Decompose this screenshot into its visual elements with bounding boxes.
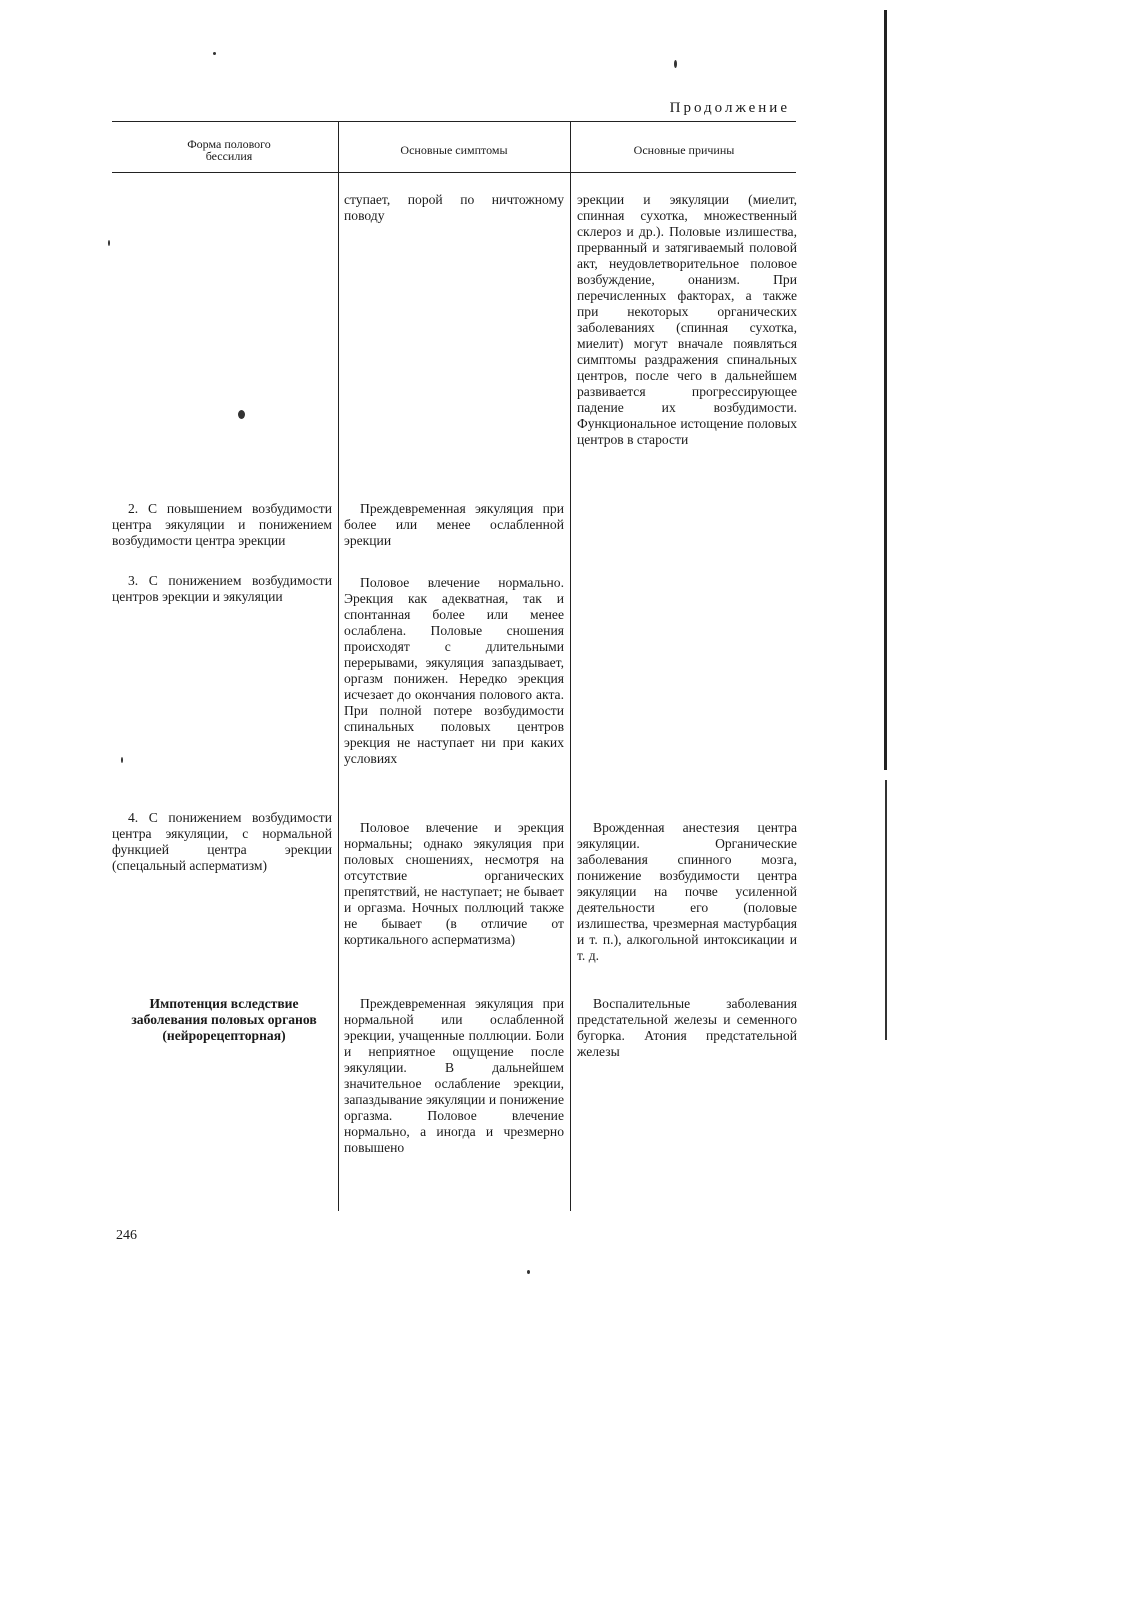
column-header-causes: Основные причины — [633, 143, 735, 157]
page-edge-shadow-lower — [885, 780, 887, 1040]
row-4-symptoms: Половое влечение и эрекция нормальны; однако эякуляция при половых сношениях, несмотря на отсутствие органических препятствий, не наступает; не бывает и оргазма. Ночных поллюций также не бывает (в отличие от кортикального асперматизма) — [344, 820, 564, 947]
scan-speck — [527, 1270, 530, 1274]
column-header-form: Форма полового бессилия — [187, 137, 271, 163]
column-divider-2 — [570, 121, 571, 1211]
page-edge-shadow — [884, 10, 887, 770]
row-3-form: 3. С понижением возбудимости центров эрекции и эякуляции — [112, 573, 332, 604]
scan-speck — [213, 52, 216, 55]
scan-speck — [108, 240, 110, 246]
row-4-causes: Врожденная анестезия центра эякуляции. Органические заболевания спинного мозга, понижение возбудимости центра эякуляции на почве усиленной деятельности его (половые излишества, чрезмерная мастурбация и т. п.), алкогольной интоксикации и т. д. — [577, 820, 797, 963]
scan-speck — [238, 410, 245, 419]
row-1-symptoms: ступает, порой по ничтожному поводу — [344, 192, 564, 223]
row-5-form: Импотенция вследствие заболевания половых органов (нейрорецепторная) — [131, 996, 317, 1043]
page-number: 246 — [116, 1228, 137, 1243]
row-2-symptoms: Преждевременная эякуляция при более или менее ослабленной эрекции — [344, 501, 564, 548]
table-top-rule — [112, 121, 796, 122]
column-divider-1 — [338, 121, 339, 1211]
header-bottom-rule — [112, 172, 796, 173]
row-3-symptoms: Половое влечение нормально. Эрекция как адекватная, так и спонтанная более или менее ослаблена. Половые сношения происходят с длительными перерывами, эякуляция запаздывает, оргазм понижен. Нередко эрекция исчезает до окончания полового акта. При полной потере возбудимости спинальных половых центров эрекция не наступает ни при каких условиях — [344, 575, 564, 766]
column-header-symptoms: Основные симптомы — [400, 143, 508, 157]
row-2-form: 2. С повышением возбудимости центра эякуляции и понижением возбудимости центра эрекции — [112, 501, 332, 548]
continuation-label: Продолжение — [669, 100, 790, 116]
row-5-symptoms: Преждевременная эякуляция при нормальной или ослабленной эрекции, учащенные поллюции. Боли и неприятное ощущение после эякуляции. В дальнейшем значительное ослабление эрекции, запаздывание эякуляции и понижение оргазма. Половое влечение нормально, а иногда и чрезмерно повышено — [344, 996, 564, 1155]
scan-speck — [121, 757, 123, 763]
row-5-causes: Воспалительные заболевания предстательной железы и семенного бугорка. Атония предстательной железы — [577, 996, 797, 1059]
row-4-form: 4. С понижением возбудимости центра эякуляции, с нормальной функцией центра эрекции (спецальный асперматизм) — [112, 810, 332, 873]
scan-speck — [674, 60, 677, 68]
row-1-causes: эрекции и эякуляции (миелит, спинная сухотка, множественный склероз и др.). Половые излишества, прерванный и затягиваемый половой акт, неудовлетворительное половое возбуждение, онанизм. При перечисленных факторах, а также при некоторых органических заболеваниях (спинная сухотка, миелит) могут вначале появляться симптомы раздражения спинальных центров, после чего в дальнейшем развивается прогрессирующее падение их возбудимости. Функциональное истощение половых центров в старости — [577, 192, 797, 447]
